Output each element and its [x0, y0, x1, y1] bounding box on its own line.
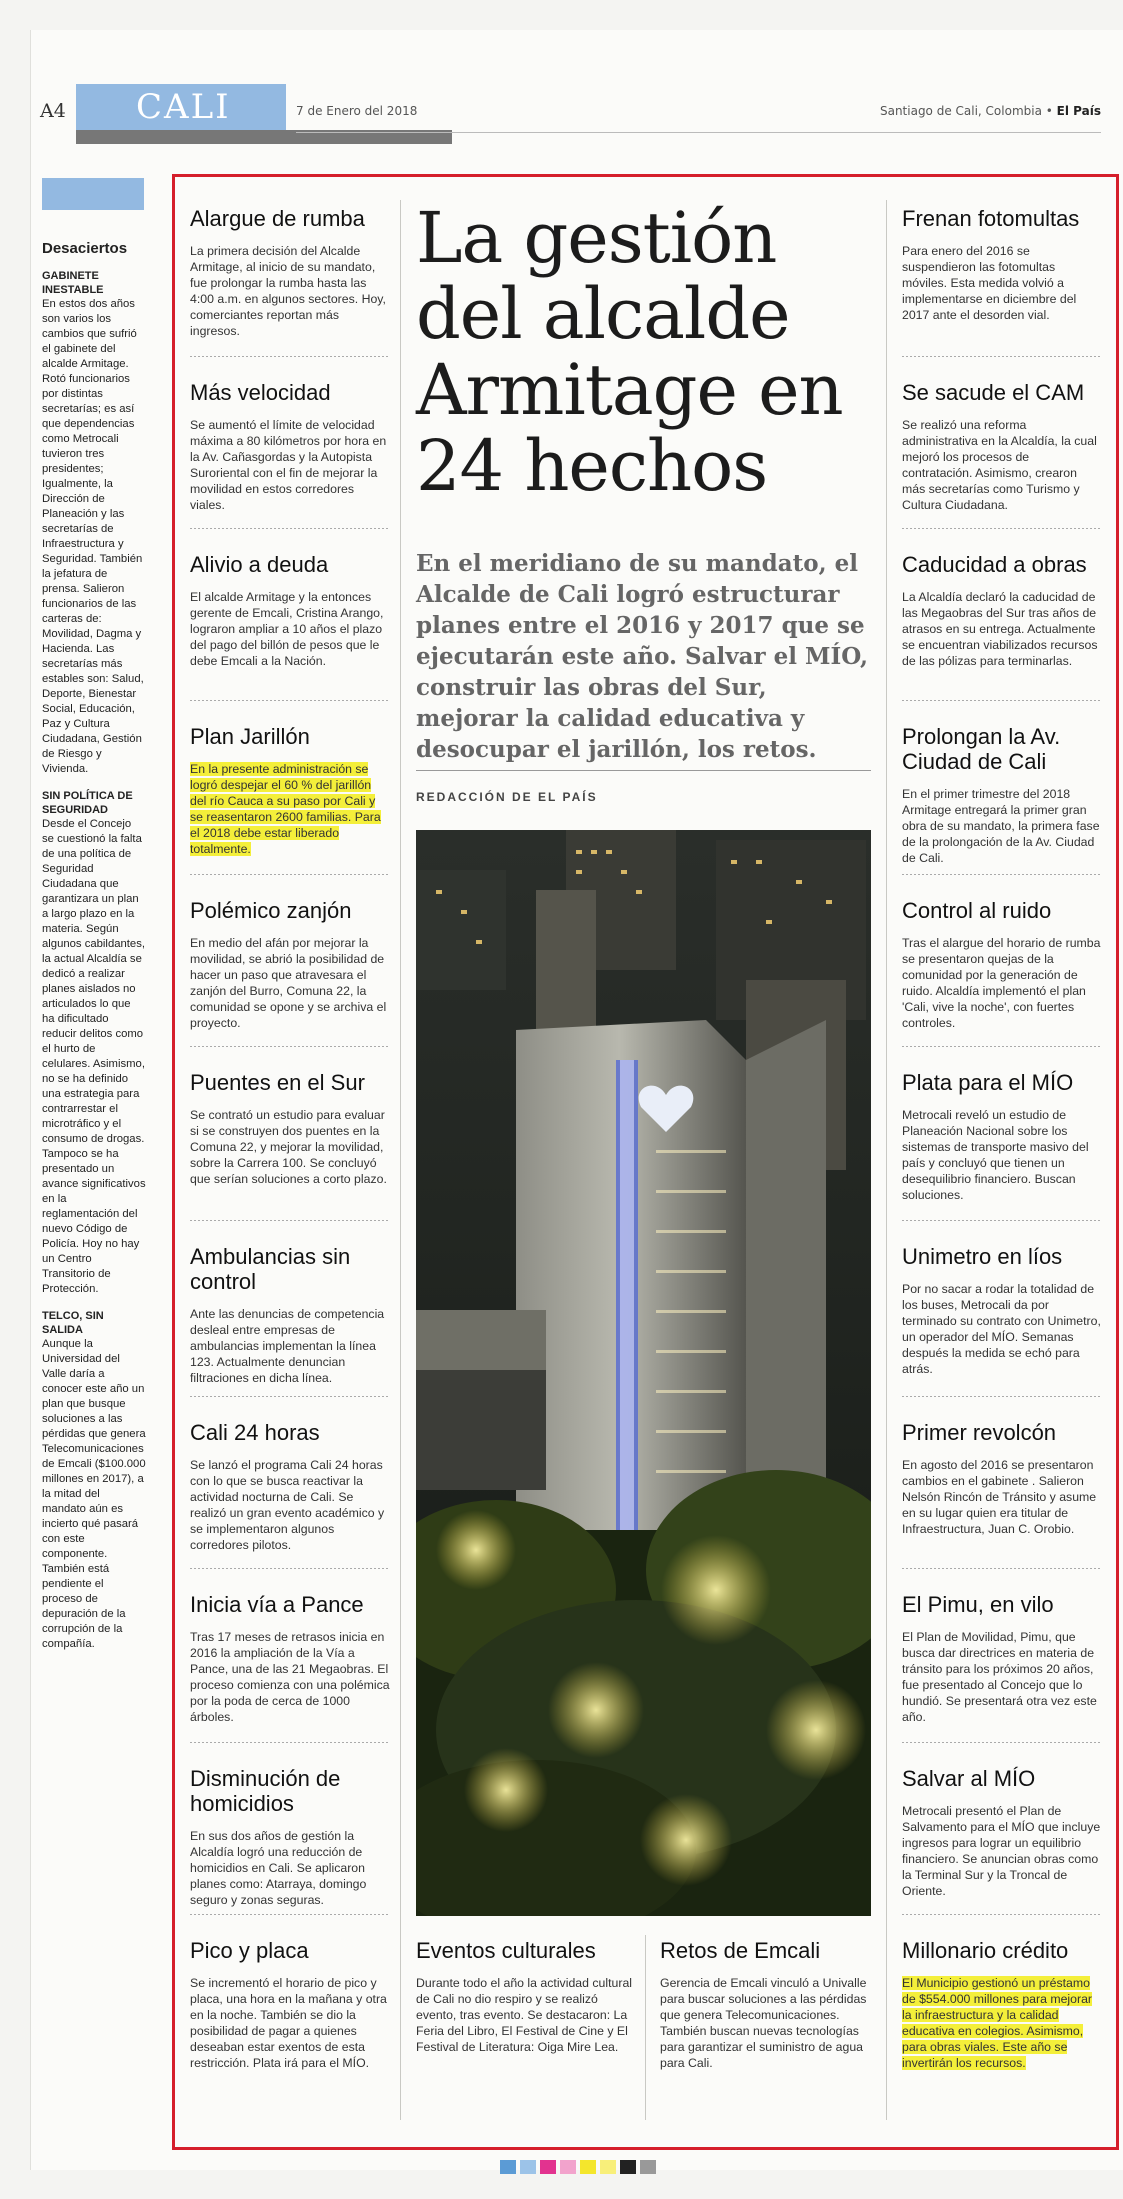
item-right-1 [902, 380, 1102, 513]
item-title: Puentes en el Sur [190, 1070, 365, 1095]
item-separator [902, 1742, 1102, 1743]
item-title: El Pimu, en vilo [902, 1592, 1054, 1617]
issue-date: 7 de Enero del 2018 [296, 104, 418, 118]
article-title: La gestión del alcalde Armitage en 24 hechos [416, 197, 843, 507]
item-right-10 [902, 1938, 1102, 2071]
item-separator [190, 1568, 390, 1569]
item-title: Plata para el MÍO [902, 1070, 1074, 1095]
column-rule [886, 200, 887, 2120]
item-separator [902, 874, 1102, 875]
item-title: Polémico zanjón [190, 898, 352, 923]
item-left-6 [190, 1244, 390, 1386]
item-left-3 [190, 724, 390, 857]
item-text-content: Tras 17 meses de retrasos inicia en 2016 la ampliación de la Vía a Pance, una de las 21 Megaobras. El proceso comienza con una polémica por la poda de cerca de 1000 árboles. [190, 1630, 390, 1724]
item-title: Millonario crédito [902, 1938, 1069, 1963]
registration-mark [600, 2160, 616, 2174]
sidebar-desaciertos [42, 178, 146, 1652]
item-separator [190, 874, 390, 875]
item-text-content: En medio del afán por mejorar la movilidad, se abrió la posibilidad de hacer un paso que atravesara el zanjón del Burro, Comuna 22, la comunidad se opone y se archiva el proyecto. [190, 936, 387, 1030]
sidebar-item-heading: GABINETE INESTABLE [42, 270, 104, 296]
item-left-4 [190, 898, 390, 1031]
item-left-0 [190, 206, 390, 339]
item-title: Pico y placa [190, 1938, 309, 1963]
item-separator [190, 1396, 390, 1397]
item-right-7 [902, 1420, 1102, 1537]
item-text [190, 1975, 390, 2071]
item-text [902, 1803, 1102, 1899]
item-title: Inicia vía a Pance [190, 1592, 364, 1617]
item-title: Frenan fotomultas [902, 206, 1080, 231]
paper-name: El País [1056, 104, 1101, 118]
sidebar-color-bar [42, 178, 144, 210]
item-title: Disminución de homicidios [190, 1766, 341, 1816]
item-separator [902, 1220, 1102, 1221]
column-rule [645, 1935, 646, 2120]
column-rule [400, 200, 401, 2120]
item-text-content: Por no sacar a rodar la totalidad de los buses, Metrocali da por terminado su contrato con Unimetro, un operador del MÍO. Semanas después la medida se echó para atrás. [902, 1282, 1101, 1376]
item-title: Primer revolcón [902, 1420, 1057, 1445]
item-text-content: El alcalde Armitage y la entonces gerente de Emcali, Cristina Arango, lograron ampliar a 10 años el plazo del pago del billón de pesos que le debe Emcali a la Nación. [190, 590, 384, 668]
item-text-content: Se lanzó el programa Cali 24 horas con lo que se busca reactivar la actividad nocturna de Cali. Se realizó un gran evento académico y se implementaron algunos corredores pilotos. [190, 1458, 385, 1552]
item-text-content: Se aumentó el límite de velocidad máxima a 80 kilómetros por hora en la Av. Cañasgordas y la Autopista Suroriental con el fin de mejorar la movilidad en estos corredores viales. [190, 418, 387, 512]
item-right-0 [902, 206, 1102, 323]
page-number: A4 [40, 100, 66, 122]
dateline: Santiago de Cali, Colombia • El País [879, 104, 1101, 118]
item-text [902, 1457, 1102, 1537]
item-text-content: Para enero del 2016 se suspendieron las fotomultas móviles. Esta medida volvió a implementarse en diciembre del 2017 ante el desorden vial. [902, 244, 1077, 322]
item-text [902, 589, 1102, 669]
item-separator [902, 1914, 1102, 1915]
byline: REDACCIÓN DE EL PAÍS [416, 790, 598, 804]
location: Santiago de Cali, Colombia [879, 104, 1042, 118]
registration-mark [640, 2160, 656, 2174]
item-text-content: En la presente administración se logró despejar el 60 % del jarillón del río Cauca a su paso por Cali y se reasentaron 2600 familias. Para el 2018 debe estar liberado totalmente. [190, 762, 381, 856]
item-text-content: El Municipio gestionó un préstamo de $554.000 millones para mejorar la infraestructura y la calidad educativa en colegios. Asimismo, para obras viales. Este año se invertirán los recursos. [902, 1976, 1093, 2070]
item-text-content: En el primer trimestre del 2018 Armitage entregará la primer gran obra de su mandato, la primera fase de la prolongación de la Av. Ciudad de Cali. [902, 787, 1100, 865]
item-separator [902, 700, 1102, 701]
item-left-7 [190, 1420, 390, 1553]
item-left-10 [190, 1938, 390, 2071]
item-text-content: El Plan de Movilidad, Pimu, que busca dar directrices en materia de tránsito para los próximos 20 años, fue presentado al Concejo que lo hundió. Se presentará otra vez este año. [902, 1630, 1097, 1724]
item-title: Prolongan la Av. Ciudad de Cali [902, 724, 1061, 774]
item-title: Salvar al MÍO [902, 1766, 1036, 1791]
city-night-photo-illustration [416, 830, 871, 1916]
item-text [902, 1975, 1102, 2071]
item-text [190, 1457, 390, 1553]
item-bottom-0 [416, 1938, 632, 2055]
item-left-1 [190, 380, 390, 513]
registration-mark [540, 2160, 556, 2174]
item-text-content: Ante las denuncias de competencia desleal entre empresas de ambulancias implementan la línea 123. Actualmente denuncian filtraciones en dicha línea. [190, 1307, 385, 1385]
item-right-5 [902, 1070, 1102, 1203]
item-text [190, 417, 390, 513]
city-night-photo [416, 830, 871, 1916]
item-title: Plan Jarillón [190, 724, 310, 749]
item-title: Control al ruido [902, 898, 1052, 923]
item-right-9 [902, 1766, 1102, 1899]
item-text-content: Se contrató un estudio para evaluar si se construyen dos puentes en la Comuna 22, y mejorar la movilidad, sobre la Carrera 100. Se concluyó que serían soluciones a corto plazo. [190, 1108, 387, 1186]
item-title: Ambulancias sin control [190, 1244, 351, 1294]
item-text [190, 1306, 390, 1386]
item-text [416, 1975, 632, 2055]
item-right-2 [902, 552, 1102, 669]
item-separator [902, 1046, 1102, 1047]
sidebar-item-text: En estos dos años son varios los cambios que sufrió el gabinete del alcalde Armitage. Rotó funcionarios por distintas secretarías; es así que dependencias como Metrocali tuvieron tres presidentes; Igualmente, la Dirección de Planeación y las secretarías de Infraestructura y Seguridad. También la jefatura de prensa. Salieron funcionarios de las carteras de: Movilidad, Dagma y Hacienda. Las secretarías más estables son: Salud, Deporte, Bienestar Social, Educación, Paz y Cultura Ciudadana, Gestión de Riesgo y Vivienda. [42, 298, 144, 775]
item-right-3 [902, 724, 1102, 866]
item-text [190, 761, 390, 857]
registration-mark [520, 2160, 536, 2174]
item-left-2 [190, 552, 390, 669]
item-text-content: Durante todo el año la actividad cultural de Cali no dio respiro y se realizó evento, tras evento. Se destacaron: La Feria del Libro, El Festival de Cine y El Festival de Literatura: Oiga Mire Lea. [416, 1976, 633, 2054]
item-right-6 [902, 1244, 1102, 1377]
item-separator [190, 1914, 390, 1915]
item-title: Caducidad a obras [902, 552, 1087, 577]
item-title: Eventos culturales [416, 1938, 596, 1963]
item-separator [902, 528, 1102, 529]
item-separator [902, 356, 1102, 357]
registration-mark [620, 2160, 636, 2174]
item-text-content: Tras el alargue del horario de rumba se presentaron quejas de la comunidad por la generación de ruido. Alcaldía implementó el plan 'Cali, vive la noche', con fuertes controles. [902, 936, 1101, 1030]
item-separator [902, 1568, 1102, 1569]
sidebar-title: Desaciertos [42, 240, 128, 257]
registration-mark [500, 2160, 516, 2174]
item-text [660, 1975, 876, 2071]
item-text-content: En agosto del 2016 se presentaron cambios en el gabinete . Salieron Nelsón Rincón de Tránsito y asume en su lugar quien era titular de Infraestructura, Juan C. Orobio. [902, 1458, 1097, 1536]
item-left-9 [190, 1766, 390, 1908]
item-text-content: Se incrementó el horario de pico y placa, una hora en la mañana y otra en la noche. También se dio la posibilidad de pagar a quienes deseaban estar exentos de esta restricción. Plata irá para el MÍO. [190, 1976, 387, 2070]
item-right-4 [902, 898, 1102, 1031]
header-rule [296, 132, 1101, 133]
item-title: Más velocidad [190, 380, 331, 405]
item-text [190, 1828, 390, 1908]
item-title: Se sacude el CAM [902, 380, 1085, 405]
byline-rule [416, 770, 871, 771]
item-text [902, 1281, 1102, 1377]
item-text [902, 243, 1102, 323]
item-left-8 [190, 1592, 390, 1725]
item-text-content: La primera decisión del Alcalde Armitage, al inicio de su mandato, fue prolongar la rumba hasta las 4:00 a.m. en algunos sectores. Hoy, comerciantes reportan más ingresos. [190, 244, 386, 338]
item-text [190, 589, 390, 669]
item-text-content: La Alcaldía declaró la caducidad de las Megaobras del Sur tras años de atrasos en su entrega. Actualmente se encuentran viabilizados recursos de las pólizas para terminarlas. [902, 590, 1098, 668]
item-text [902, 786, 1102, 866]
item-separator [190, 1046, 390, 1047]
section-label: CALI [76, 84, 286, 130]
item-text-content: En sus dos años de gestión la Alcaldía logró una reducción de homicidios en Cali. Se aplicaron planes como: Atarraya, domingo seguro y zonas seguras. [190, 1829, 367, 1907]
registration-mark [580, 2160, 596, 2174]
item-separator [190, 356, 390, 357]
item-title: Retos de Emcali [660, 1938, 821, 1963]
item-title: Unimetro en líos [902, 1244, 1063, 1269]
sidebar-item-text: Desde el Concejo se cuestionó la falta de una política de Seguridad Ciudadana que garantizara un plan a largo plazo en la materia. Según algunos cabildantes, la actual Alcaldía se dedicó a realizar planes aislados no articulados lo que ha dificultado reducir delitos como el hurto de celulares. Asimismo, no se ha definido una estrategia para contrarrestar el microtráfico y el consumo de drogas. Tampoco se ha presentado un avance significativos en la reglamentación del nuevo Código de Policía. Hoy no hay un Centro Transitorio de Protección. [42, 818, 146, 1295]
item-title: Cali 24 horas [190, 1420, 320, 1445]
article-lead: En el meridiano de su mandato, el Alcalde de Cali logró estructurar planes entre el 2016 y 2017 que se ejecutarán este año. Salvar el MÍO, construir las obras del Sur, mejorar la calidad educativa y desocupar el jarillón, los retos. [416, 550, 868, 763]
item-separator [190, 528, 390, 529]
registration-mark [560, 2160, 576, 2174]
item-text [190, 1629, 390, 1725]
item-text [902, 417, 1102, 513]
item-text-content: Gerencia de Emcali vinculó a Univalle para buscar soluciones a las pérdidas que genera Telecomunicaciones. También buscan nuevas tecnologías para garantizar el suministro de agua para Cali. [660, 1976, 867, 2070]
item-text-content: Metrocali reveló un estudio de Planeación Nacional sobre los sistemas de transporte masivo del país y concluyó que tienen un desequilibrio financiero. Buscan soluciones. [902, 1108, 1089, 1202]
item-text-content: Metrocali presentó el Plan de Salvamento para el MÍO que incluye ingresos para lograr un equilibrio financiero. Se anuncian obras como la Terminal Sur y la Troncal de Oriente. [902, 1804, 1101, 1898]
item-bottom-1 [660, 1938, 876, 2071]
sidebar-item-heading: SIN POLÍTICA DE SEGURIDAD [42, 790, 133, 816]
item-text [902, 1107, 1102, 1203]
item-right-8 [902, 1592, 1102, 1725]
item-separator [190, 1220, 390, 1221]
item-separator [190, 700, 390, 701]
item-title: Alivio a deuda [190, 552, 329, 577]
sidebar-item-heading: TELCO, SIN SALIDA [42, 1310, 104, 1336]
item-text [190, 935, 390, 1031]
item-text [902, 935, 1102, 1031]
item-text [190, 1107, 390, 1187]
item-title: Alargue de rumba [190, 206, 365, 231]
item-left-5 [190, 1070, 390, 1187]
item-text [190, 243, 390, 339]
item-text-content: Se realizó una reforma administrativa en la Alcaldía, la cual mejoró los procesos de contratación. Asimismo, crearon más secretarías como Turismo y Cultura Ciudadana. [902, 418, 1097, 512]
item-text [902, 1629, 1102, 1725]
item-separator [190, 1742, 390, 1743]
item-separator [902, 1396, 1102, 1397]
sidebar-item-text: Aunque la Universidad del Valle daría a conocer este año un plan que busque soluciones a las pérdidas que genera Telecomunicaciones de Emcali ($100.000 millones en 2017), a la mitad del mandato aún es incierto qué pasará con este componente. También está pendiente el proceso de depuración de la corrupción de la compañía. [42, 1338, 146, 1650]
